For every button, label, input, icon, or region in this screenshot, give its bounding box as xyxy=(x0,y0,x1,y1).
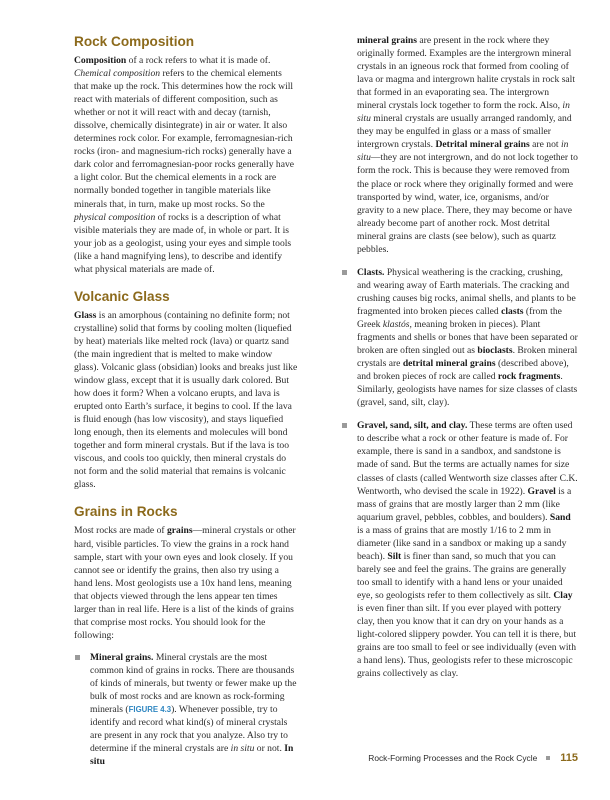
separator-square-icon xyxy=(546,756,550,760)
bullet-square-icon xyxy=(342,423,347,428)
figure-4-3-link[interactable]: FIGURE 4.3 xyxy=(128,705,172,715)
list-item-mineral-grains: Mineral grains. Mineral crystals are the most common kind of grains in rocks. There are thousands of kinds of minerals, but twenty or fewer make up the bulk of most rocks and are known as rock-forming minerals (FIGURE 4.3). Whenever possible, try to identify and record what kind(s) of mineral crystals are present in any rock that you analyze. Also try to determine if the mineral crystals are in situ or not. In situ xyxy=(74,651,298,768)
right-column xyxy=(341,34,578,680)
paragraph-composition: Composition of a rock refers to what it is made of. Chemical composition refers to the chemical elements that make up the rock. This determines how the rock will react with materials of different composition, such as whether or not it will react with and decay (tarnish, dissolve, chemically disintegrate) in air or water. It also determines rock color. For example, ferromagnesian-rich rocks (iron- and magnesium-rich rocks) generally have a dark color and ferromagnesian-poor rocks generally have a light color. But the chemical elements in a rock are normally bonded together in tangible materials like minerals that, in turn, make up most rocks. So the physical composition of rocks is a description of what visible materials they are made of, in whole or part. It is your job as a geologist, using your eyes and simple tools (like a hand magnifying lens), to describe and identify what physical materials are made of. xyxy=(74,55,295,275)
term-detrital-mineral-grains: Detrital mineral grains xyxy=(435,139,530,151)
page-number: 115 xyxy=(560,752,578,764)
heading-volcanic-glass: Volcanic Glass xyxy=(74,288,170,304)
heading-rock-composition: Rock Composition xyxy=(74,34,195,49)
page-footer xyxy=(368,752,578,764)
list-item-gravel-sand-silt-clay: Gravel, sand, silt, and clay. These terms are often used to describe what a rock or other feature is made of. For example, there is sand in a sandbox, and sandstone is made of sand. But the terms are actually names for size classes of clasts (called Wentworth size classes after C.K. Wentworth, who devised the scale in 1922). Gravel is a mass of grains that are mostly larger than 2 mm (like aquarium gravel, pebbles, cobbles, and boulders). Sand is a mass of grains that are mostly 1/16 to 2 mm in diameter (like sand in a sandbox or making up a sandy beach). Silt is finer than sand, so much that you can barely see and feel the grains. The grains are generally too small to identify with a hand lens or your unaided eye, so geologists refer to them collectively as silt. Clay is even finer than silt. If you ever played with pottery clay, then you know that it can dry on your hands as a light-colored slippery powder. You can tell it is there, but grains are too small to feel or see individually (even with a hand lens). Thus, geologists refer to these microscopic grains collectively as clay. xyxy=(341,419,578,680)
term-chemical-composition: Chemical composition xyxy=(74,68,161,80)
term-composition: Composition xyxy=(74,55,127,66)
term-physical-composition: physical composition xyxy=(74,211,156,223)
bullet-square-icon xyxy=(342,270,347,275)
term-grains: grains xyxy=(166,525,193,537)
paragraph-mineral-grains-continued: mineral grains are present in the rock where they originally formed. Examples are the intergrown mineral crystals in an igneous rock that formed from cooling of lava or magma and intergrown halite crystals in rock salt that formed in an evaporating sea. The intergrown mineral crystals lock together to form the rock. Also, in situ mineral crystals are usually arranged randomly, and they may be engulfed in glass or a mass of smaller intergrown crystals. Detrital mineral grains are not in situ—they are not intergrown, and do not lock together to form the rock. This is because they were removed from the place or rock where they originally formed and were transported by wind, water, ice, organisms, and/or gravity to a new place. There, they may become or have already become part of another rock. Most detrital mineral grains are clasts (see below), such as quartz pebbles. xyxy=(357,35,578,255)
paragraph-volcanic-glass: Glass is an amorphous (containing no definite form; not crystalline) solid that forms by cooling molten (liquefied by heat) materials like melted rock (lava) or quartz sand (the main ingredient that is melted to make window glass). Volcanic glass (obsidian) looks and breaks just like window glass, except that it is usually dark colored. But how does it form? When a volcano erupts, and lava is erupted onto Earth’s surface, it begins to cool. If the lava is fluid enough (has low viscosity), and stays liquefied long enough, then its elements and molecules will bond together and form mineral crystals. But if the lava is too viscous, and cools too quickly, then mineral crystals do not form and the solid material that remains is volcanic glass. xyxy=(74,309,298,491)
running-title: Rock-Forming Processes and the Rock Cycle xyxy=(368,753,538,763)
term-gravel-sand-silt-clay: Gravel, sand, silt, and clay. xyxy=(357,420,468,432)
term-mineral-grains: Mineral grains. xyxy=(90,651,154,663)
heading-grains-in-rocks: Grains in Rocks xyxy=(74,504,178,520)
bullet-square-icon xyxy=(75,655,80,660)
term-glass: Glass xyxy=(74,309,97,321)
term-clasts: Clasts. xyxy=(357,266,385,278)
left-column xyxy=(74,34,298,768)
paragraph-grains: Most rocks are made of grains—mineral crystals or other hard, visible particles. To view the grains in a rock hand sample, start with your own eyes and look closely. If you cannot see or identify the grains, then also try using a hand lens. Most geologists use a 10x hand lens, meaning that objects viewed through the lens appear ten times larger than in real life. Here is a list of the kinds of grains that comprise most rocks. You should look for the following: xyxy=(74,525,296,641)
list-item-clasts: Clasts. Physical weathering is the cracking, crushing, and wearing away of Earth materials. The cracking and crushing causes big rocks, animal shells, and plants to be fragmented into broken pieces called clasts (from the Greek klastós, meaning broken in pieces). Plant fragments and shells or bones that have been separated or broken are often singled out as bioclasts. Broken mineral crystals are detrital mineral grains (described above), and broken pieces of rock are called rock fragments. Similarly, geologists have names for size classes of clasts (gravel, sand, silt, clay). xyxy=(341,266,578,410)
